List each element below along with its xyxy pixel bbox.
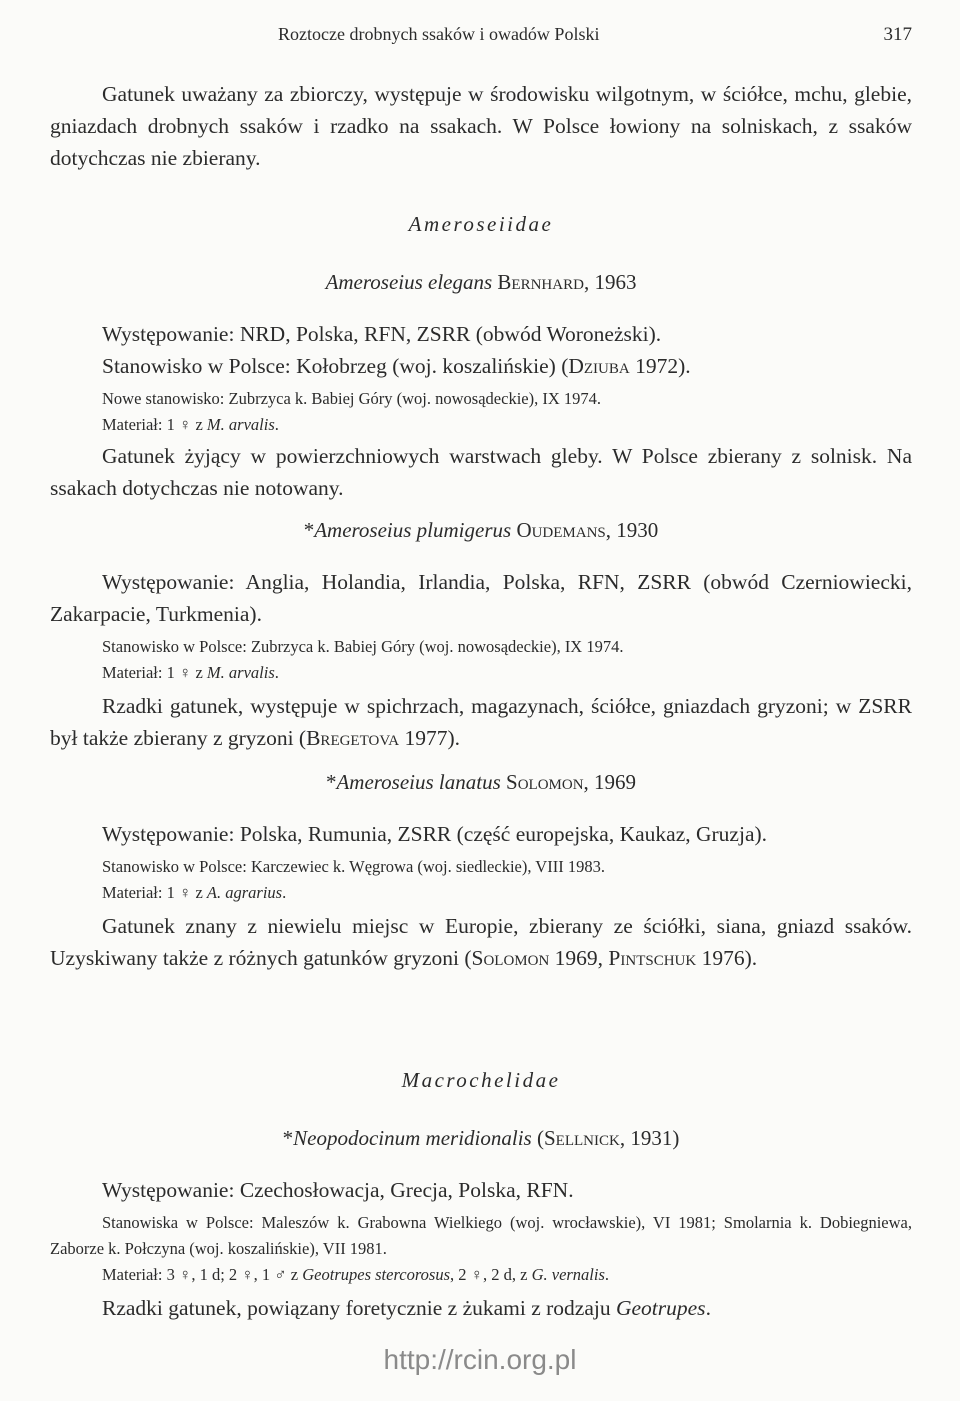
sites-in-poland: Stanowiska w Polsce: Maleszów k. Grabowna Wielkiego (woj. wrocławskie), VI 1981; Smolarnia k. Dobiegniewa, Zaborze k. Połczyna (woj. koszalińskie), VII 1981. xyxy=(50,1213,912,1258)
intro-text: Gatunek uważany za zbiorczy, występuje w środowisku wilgotnym, w ściółce, mchu, glebie, gniazdach drobnych ssaków i rzadko na ssakach. W Polsce łowiony na solniskach, z ssaków dotychczas nie zbierany. xyxy=(50,82,912,170)
species-year: , 1963 xyxy=(583,270,637,294)
species-heading-ameroseius-lanatus: *Ameroseius lanatus Solomon, 1969 xyxy=(325,770,637,794)
species-name: Neopodocinum meridionalis xyxy=(293,1126,532,1150)
species-author: Sellnick xyxy=(543,1126,620,1150)
species-heading-neopodocinum-meridionalis: *Neopodocinum meridionalis (Sellnick, 1931) xyxy=(282,1126,680,1150)
occurrence: Występowanie: Polska, Rumunia, ZSRR (część europejska, Kaukaz, Gruzja). xyxy=(102,822,768,846)
site-in-poland: Stanowisko w Polsce: Kołobrzeg (woj. koszalińskie) (Dziuba 1972). xyxy=(102,354,691,378)
species-year: , 1930 xyxy=(605,518,659,542)
species-year: , 1931) xyxy=(619,1126,680,1150)
species-name: Ameroseius elegans xyxy=(325,270,493,294)
host-name: M. arvalis xyxy=(206,415,275,434)
citation-author: Solomon xyxy=(471,946,550,970)
host-name: A. agrarius xyxy=(206,883,283,902)
family-heading-macrochelidae: Macrochelidae xyxy=(401,1068,561,1092)
species-3-body xyxy=(50,818,912,974)
species-note: Gatunek żyjący w powierzchniowych warstwach gleby. W Polsce zbierany z solnisk. Na ssakach dotychczas nie notowany. xyxy=(50,444,912,500)
material: Materiał: 1 ♀ z A. agrarius. xyxy=(102,883,287,902)
page-number: 317 xyxy=(883,24,912,45)
species-heading-ameroseius-plumigerus: *Ameroseius plumigerus Oudemans, 1930 xyxy=(303,518,659,542)
species-author: Oudemans xyxy=(516,518,606,542)
species-1-body xyxy=(50,318,912,504)
running-title: Roztocze drobnych ssaków i owadów Polski xyxy=(278,24,600,44)
host-name: Geotrupes stercorosus xyxy=(302,1265,450,1284)
host-name: M. arvalis xyxy=(206,663,275,682)
host-name: G. vernalis xyxy=(531,1265,605,1284)
genus-name: Geotrupes xyxy=(615,1296,706,1320)
species-2-body xyxy=(50,566,912,754)
intro-paragraph xyxy=(50,78,912,174)
citation-author: Dziuba xyxy=(568,354,630,378)
family-heading-ameroseiidae: Ameroseiidae xyxy=(408,212,554,236)
site-in-poland: Stanowisko w Polsce: Zubrzyca k. Babiej Góry (woj. nowosądeckie), IX 1974. xyxy=(102,637,624,656)
species-note: Rzadki gatunek, występuje w spichrzach, magazynach, ściółce, gniazdach gryzoni; w ZSRR był także zbierany z gryzoni (Bregetova 1977). xyxy=(50,694,912,750)
species-name: Ameroseius plumigerus xyxy=(314,518,512,542)
species-author: Solomon xyxy=(506,770,584,794)
citation-author: Pintschuk xyxy=(608,946,697,970)
material: Materiał: 1 ♀ z M. arvalis. xyxy=(102,415,279,434)
species-4-body xyxy=(50,1174,912,1324)
occurrence: Występowanie: Czechosłowacja, Grecja, Polska, RFN. xyxy=(102,1178,574,1202)
material: Materiał: 3 ♀, 1 d; 2 ♀, 1 ♂ z Geotrupes stercorosus, 2 ♀, 2 d, z G. vernalis. xyxy=(102,1265,610,1284)
species-name: Ameroseius lanatus xyxy=(336,770,501,794)
source-url-watermark[interactable]: http://rcin.org.pl xyxy=(383,1344,577,1375)
new-site: Nowe stanowisko: Zubrzyca k. Babiej Góry (woj. nowosądeckie), IX 1974. xyxy=(102,389,602,408)
species-note: Gatunek znany z niewielu miejsc w Europie, zbierany ze ściółki, siana, gniazd ssaków. Uzyskiwany także z różnych gatunków gryzoni (Solomon 1969, Pintschuk 1976). xyxy=(50,914,912,970)
material: Materiał: 1 ♀ z M. arvalis. xyxy=(102,663,279,682)
species-year: , 1969 xyxy=(583,770,637,794)
citation-author: Bregetova xyxy=(306,726,400,750)
occurrence: Występowanie: Anglia, Holandia, Irlandia, Polska, RFN, ZSRR (obwód Czerniowiecki, Zakarpacie, Turkmenia). xyxy=(50,570,912,626)
occurrence: Występowanie: NRD, Polska, RFN, ZSRR (obwód Woroneżski). xyxy=(102,322,662,346)
species-heading-ameroseius-elegans xyxy=(50,270,912,295)
site-in-poland: Stanowisko w Polsce: Karczewiec k. Węgrowa (woj. siedleckie), VIII 1983. xyxy=(102,857,605,876)
running-head xyxy=(50,24,912,48)
species-author: Bernhard xyxy=(497,270,584,294)
species-note: Rzadki gatunek, powiązany foretycznie z żukami z rodzaju Geotrupes. xyxy=(102,1296,711,1320)
